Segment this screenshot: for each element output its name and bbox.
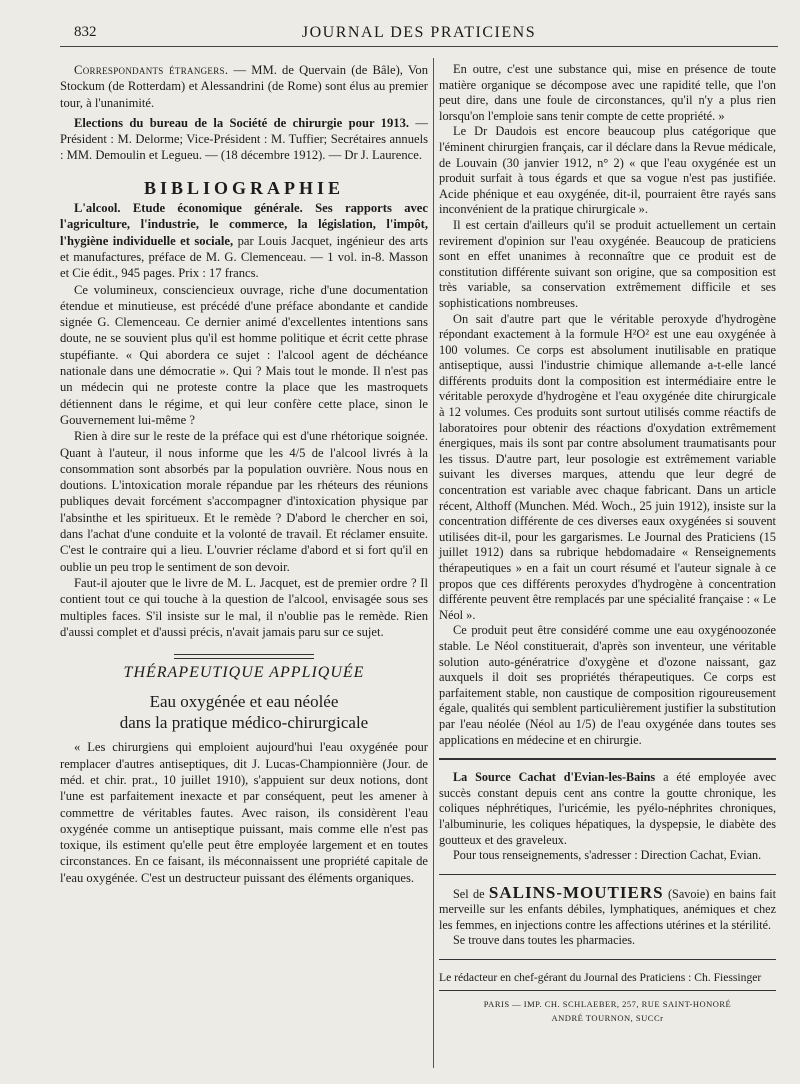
- book-title: L'alcool. Etude économique générale. Ses rapports avec l'agriculture, l'industrie, le commerce, la législation, l'impôt, l'hygiène individuelle et sociale,: [60, 201, 428, 248]
- editor-line: Le rédacteur en chef-gérant du Journal des Praticiens : Ch. Fiessinger: [439, 971, 762, 985]
- advert-salins-pre: Sel de: [453, 886, 489, 901]
- advert-salins-brand: SALINS-MOUTIERS: [488, 882, 664, 902]
- book-entry: [60, 200, 428, 281]
- bibliography-heading: BIBLIOGRAPHIE: [143, 177, 345, 198]
- review-paragraph-2: Rien à dire sur le reste de la préface qui est d'une rhétorique soignée. Quant à l'auteur, il nous informe que les 4/5 de l'alcool livrés à la consommation sont absorbés par la population ouvrière. Nous nous en doutions. L'intoxication morale répandue par les rhéteurs des réunions publiques devait forcément s'accompagner d'intoxication physique par l'absinthe et les spiritueux. Et le remède ? D'abord le chercher en soi, dans l'achat d'une conduite et la volonté de travail. Et réclamer ensuite. C'est le contraire qui a lieu. L'ouvrier réclame d'abord et si fort qu'il en oublie un peu trop le sentiment de son devoir.: [60, 429, 428, 574]
- advert-salins-availability: Se trouve dans toutes les pharmacies.: [453, 933, 636, 948]
- advert-salins-text: (Savoie) en bains fait merveille sur les enfants débiles, lymphatiques, anémiques et chez les femmes, en injections contre les affections utérines et la stérilité.: [439, 886, 777, 932]
- ad-divider-3: [439, 959, 776, 960]
- advert-salins: [439, 882, 777, 949]
- page-header: [60, 22, 778, 47]
- page-number: 832: [74, 24, 97, 40]
- elections-label: Elections du bureau de la Société de chirurgie pour 1913.: [74, 115, 410, 130]
- imprint-divider: [439, 990, 776, 991]
- elections-paragraph: [60, 115, 428, 164]
- imprint-line-2: ANDRÉ TOURNON, SUCCr: [551, 1012, 664, 1023]
- advert-cachat-name: La Source Cachat d'Evian-les-Bains: [453, 770, 656, 785]
- correspondents-label: Correspondants étrangers.: [74, 63, 229, 77]
- article-paragraph-4: Il est certain d'ailleurs qu'il se produit actuellement un certain revirement d'opinion sur l'eau oxygénée. Beaucoup de praticiens sont en effet unanimes à reconnaître que ce produit est de constitution différente suivant son origine, que sa composition est très variable, sa conservation extrêmement difficile et ses sophistications nombreuses.: [439, 217, 776, 310]
- right-column: [439, 62, 776, 1025]
- imprint: [439, 997, 776, 1025]
- review-paragraph-1: Ce volumineux, consciencieux ouvrage, riche d'une documentation étendue et minutieuse, est précédé d'une préface abondante et candide signée G. Clemenceau. Ce dernier animé d'excellentes intentions sans doute, ne se souvient plus qu'il est homme politique et écrit cette phrase stupéfiante. « Qui abordera ce sujet : l'alcool agent de déchéance nationale dans une démocratie ». Qui ? Mais tout le monde. Il n'est pas un médecin qui ne proteste contre la place que les mastroquets détiennent dans le régime, et qui leur confère cette place, sinon le Gouvernement lui-même ?: [60, 282, 428, 427]
- journal-title: JOURNAL DES PRATICIENS: [301, 24, 537, 41]
- book-info: par Louis Jacquet, ingénieur des arts et manufactures, préface de M. G. Clemenceau. — 1 vol. in-8. Masson et Cie édit., 945 pages. Prix : 17 francs.: [60, 233, 428, 281]
- article-paragraph-3: Le Dr Daudois est encore beaucoup plus catégorique que l'éminent chirurgien français, car il déclare dans la Revue médicale, de Louvain (30 janvier 1912, n° 2) « que l'eau oxygénée est un produit surfait à tous égards et que sa vogue n'est pas justifiée. Acide phénique et eau oxygénée, dit-il, pourraient être rayés sans inconvénient de la pratique chirurgicale ».: [439, 124, 776, 217]
- review-paragraph-3: Faut-il ajouter que le livre de M. L. Jacquet, est de premier ordre ? Il contient tout ce qui touche à la question de l'alcool, envisagée sous ses multiples faces. S'il insiste sur le mal, il n'oublie pas le remède. Rien d'aussi complet et d'aussi précis, n'avait jamais paru sur ce sujet.: [60, 575, 428, 639]
- correspondents-text: — MM. de Quervain (de Bâle), Von Stockum (de Rotterdam) et Alessandrini (de Rome) sont élus au premier tour, à l'unanimité.: [60, 63, 428, 110]
- elections-text: — Président : M. Delorme; Vice-Président : M. Tuffier; Secrétaires annuels : MM. Demoulin et Legueu. — (18 décembre 1912). — Dr J. Laurence.: [60, 115, 428, 163]
- left-column: [60, 62, 428, 886]
- article-paragraph-2: En outre, c'est une substance qui, mise en présence de toute matière organique se décompose avec une rapidité telle, que l'on peut dire, dans une foule de circonstances, qu'il n'y a plus rien lorsqu'on l'emploie sans tenir compte de cette propriété. »: [439, 62, 776, 123]
- imprint-line-1: PARIS — IMP. CH. SCHLAEBER, 257, RUE SAINT-HONORÉ: [483, 998, 732, 1009]
- article-paragraph-5: On sait d'autre part que le véritable peroxyde d'hydrogène répondant exactement à la formule H²O² est une eau oxygénée à 100 volumes. Ce corps est absolument inutilisable en pratique antiseptique, aussi l'industrie chimique allemande a-t-elle lancé différents produits dont la composition est intermédiaire entre le véritable peroxyde d'hydrogène et l'eau oxygénée dite chirurgicale à 12 volumes. Ces produits sont surtout utilisés comme réactifs de laboratoires pour obtenir des réactions d'oxydation extrêmement énergiques, mais ils sont par contre absolument traumatisants pour les tissus. D'autre part, leur posologie est extrêmement variable suivant les diverses marques, attendu que leur degré de concentration est variable avec chaque fabricant. Dans un article récent, Althoff (Munchen. Méd. Woch., 25 juin 1912), insiste sur la concentration différente de ces diverses eaux oxygénées si souvent utilisées dit-il, pour les gargarismes. Le Journal des Praticiens (15 juillet 1912) dans sa rubrique hebdomadaire « Renseignements thérapeutiques » en a fait un court résumé et l'auteur signale à ce propos que ces différents peroxydes d'hydrogène à concentration différente peuvent être remplacés par une spécialité française : « Le Néol ».: [439, 311, 776, 622]
- section-rule: [174, 654, 314, 659]
- column-divider: [433, 58, 434, 1068]
- article-title-line-1: Eau oxygénée et eau néolée: [149, 692, 339, 712]
- ad-divider-1: [439, 758, 776, 760]
- advert-cachat-contact: Pour tous renseignements, s'adresser : Direction Cachat, Evian.: [453, 848, 762, 863]
- correspondents-paragraph: [60, 62, 428, 111]
- advert-cachat-text: a été employée avec succès constant depuis cent ans contre la goutte chronique, les coliques néphrétiques, l'uricémie, les pyélo-néphrites chroniques, l'albuminurie, les coliques hépatiques, la dyspepsie, le diabète des goutteux et des graveleux.: [439, 770, 777, 847]
- article-title-line-2: dans la pratique médico-chirurgicale: [119, 713, 369, 733]
- ad-divider-2: [439, 874, 776, 875]
- section-heading: THÉRAPEUTIQUE APPLIQUÉE: [123, 664, 365, 682]
- article-paragraph-1: « Les chirurgiens qui emploient aujourd'hui l'eau oxygénée pour remplacer d'autres antiseptiques, dit J. Lucas-Championnière (Jour. de méd. et chir. prat., 10 juillet 1910), s'appuient sur deux notions, dont l'une est parfaitement inexacte et par conséquent, peut les amener à commettre de véritables fautes. Avec raison, ils considèrent l'eau oxygénée comme un antiseptique puissant, mais comme elle n'est pas toxique, ils estiment qu'elle peut être employée largement et en toutes circonstances. En ce faisant, ils méconnaissent une propriété capitale de l'eau oxygénée. C'est un destructeur puissant des éléments organiques.: [60, 740, 428, 885]
- article-paragraph-6: Ce produit peut être considéré comme une eau oxygénoozonée stable. Le Néol constituerait, d'après son inventeur, une véritable solution auto-génératrice d'oxygène et d'ozone naissant, gaz auxquels il doit ses propriétés thérapeutiques. Ce corps est parfaitement stable, non caustique de composition rigoureusement égale, qualités qui semblent particulièrement justifier la substitution par l'eau néolée (Néol au 1/5) de l'eau oxygénée dans toutes ses applications en médecine et en chirurgie.: [439, 623, 776, 747]
- advert-cachat: [439, 770, 776, 864]
- article-title: [60, 691, 428, 733]
